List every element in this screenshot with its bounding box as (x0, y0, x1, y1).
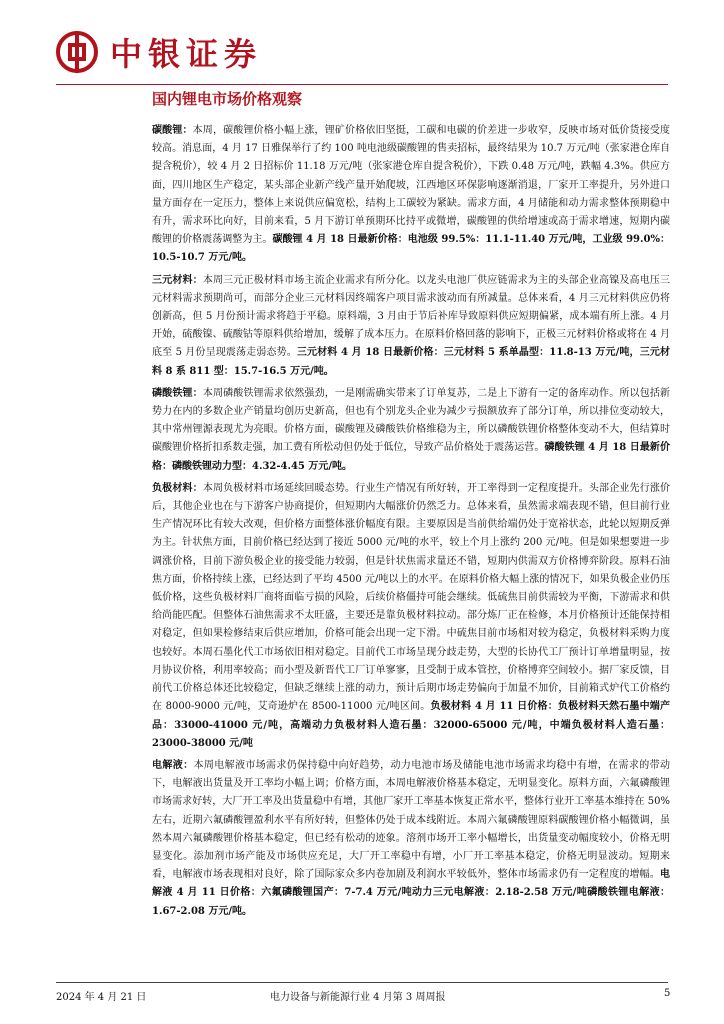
footer-report-title: 电力设备与新能源行业 4 月第 3 周周报 (270, 992, 446, 1003)
paragraph-lead: 三元材料： (152, 274, 203, 286)
brand-logo (56, 30, 262, 74)
price-highlight: 碳酸锂 4 月 18 日最新价格：电池级 99.5%：11.1-11.40 万元/吨，工业级 99.0%：10.5-10.7 万元/吨。 (152, 234, 670, 264)
paragraph-lead: 负极材料： (152, 482, 203, 494)
page-number: 5 (664, 988, 671, 999)
footer-date: 2024 年 4 月 21 日 (56, 992, 147, 1003)
paragraph-ternary-materials (152, 272, 670, 381)
paragraph-body: 本周电解液市场需求仍保持稳中向好趋势，动力电池市场及储能电池市场需求均稳中有增，在需求的带动下，电解液出货量及开工率均小幅上调；价格方面，本周电解液价格基本稳定，无明显变化。原料方面，六氟磷酸锂市场需求好转，大厂开工率及出货量稳中有增，其他厂家开工率基本恢复正常水平，整体行业开工率基本维持在 50%左右，近期六氟磷酸锂盈利水平有所好转，但整体仍处于成本线附近。本周六氟磷酸锂原料碳酸锂价格小幅微调，虽然本周六氟磷酸锂价格基本稳定，但已经有松动的迹象。溶剂市场开工率小幅增长，出货量变动幅度较小，价格无明显变化。添加剂市场产能及市场供应充足，大厂开工率稳中有增，小厂开工率基本稳定，价格无明显波动。短期来看，电解液市场表现相对良好，除了国际家众多内卷加剧及利润水平较低外，整体市场需求仍有一定程度的增幅。 (152, 759, 671, 881)
paragraph-lfp (152, 385, 670, 476)
footer-divider (56, 982, 668, 983)
price-highlight: 负极材料 4 月 11 日价格：负极材料天然石墨中端产品：33000-41000 元/吨，高端动力负极材料人造石墨：32000-65000 元/吨，中端负极材料人造石墨：23000-38000 元/吨 (152, 701, 670, 749)
price-highlight: 磷酸铁锂 4 月 18 日最新价格：磷酸铁锂动力型：4.32-4.45 万元/吨。 (152, 442, 670, 472)
report-body (152, 122, 670, 925)
paragraph-body: 本周，碳酸锂价格小幅上涨，锂矿价格依旧坚挺，工碳和电碳的价差进一步收窄，反映市场对低价货接受度较高。消息面，4 月 17 日雅保举行了约 100 吨电池级碳酸锂的售卖招标，最终结果为 10.7 万元/吨（张家港仓库自提含税价），较 4 月 2 日招标价 11.18 万元/吨（张家港仓库自提含税价），下跌 0.48 万元/吨，跌幅 4.3%。供应方面，四川地区生产稳定，某头部企业新产线产量开始爬坡，江西地区环保影响逐渐消退，厂家开工率提升，另外进口量方面存在一定压力，整体上来说供应偏宽松，结构上工碳较为紧缺。需求方面，4 月储能和动力需求整体预期稳中有升，需求环比向好，目前来看，5 月下游订单预期环比持平或微增，碳酸锂的供给增速或高于需求增速，短期内碳酸锂的价格震荡调整为主。 (152, 125, 670, 246)
paragraph-body: 本周三元正极材料市场主流企业需求有所分化。以龙头电池厂供应链需求为主的头部企业高镍及高电压三元材料需求预期尚可，而部分企业三元材料因终端客户项目需求波动而有所减量。总体来看，4 月三元材料供应仍将创新高，但 5 月份预计需求将趋于平稳。原料端，3 月由于节后补库导致原料供应短期偏紧，成本端有所上涨。4 月开始，硫酸镍、硫酸钴等原料供给增加，缓解了成本压力。在原料价格回落的影响下，正极三元材料价格或将在 4 月底至 5 月份呈现震荡走弱态势。 (152, 274, 671, 359)
paragraph-lithium-carbonate (152, 122, 670, 268)
bank-logo-icon (56, 31, 98, 73)
price-highlight: 电解液 4 月 11 日价格：六氟磷酸锂国产：7-7.4 万元/吨动力三元电解液：2.18-2.58 万元/吨磷酸铁锂电解液：1.67-2.08 万元/吨。 (152, 869, 670, 917)
paragraph-lead: 碳酸锂： (152, 125, 193, 136)
paragraph-lead: 电解液： (152, 759, 194, 771)
paragraph-electrolyte (152, 757, 670, 921)
brand-name: 中银证券 (110, 35, 263, 73)
paragraph-body: 本周负极材料市场延续回暖态势。行业生产情况有所好转，开工率得到一定程度提升。头部企业先行涨价后，其他企业也在与下游客户协商提价，但短期内大幅涨价仍然乏力。总体来看，虽然需求端表现不错，但目前行业生产情况环比有较大改观，但价格方面整体涨价幅度有限。主要原因是当前供给端仍处于宽裕状态，此轮以短期反弹为主。针状焦方面，目前价格已经达到了接近 5000 元/吨的水平，较上个月上涨约 200 元/吨。但是如果想要进一步调涨价格，目前下游负极企业的接受能力较弱，但是针状焦需求量还不错，短期内供需双方价格博弈阶段。原料石油焦方面，价格持续上涨，已经达到了平均 4500 元/吨以上的水平。在原料价格大幅上涨的情况下，如果负极企业仍压低价格，这些负极材料厂商将面临亏损的风险，后续价格僵持可能会继续。低硫焦目前供需较为平衡，下游需求和供给尚能匹配。但整体石油焦需求不太旺盛，主要还是靠负极材料拉动。部分炼厂正在检修，本月价格预计还能保持相对稳定，但如果检修结束后供应增加，价格可能会出现一定下滑。中硫焦目前市场相对较为稳定，负极材料采购力度也较好。本周石墨化代工市场依旧相对稳定。目前代工市场呈现分歧走势，大型的长协代工厂预计订单增量明显，按月协议价格，利用率较高；而小型及新晋代工厂订单寥寥，且受制于成本管控，价格博弈空间较小。据厂家反馈，目前代工价格总体还比较稳定，但缺乏继续上涨的动力，预计后期市场走势偏向于加量不加价，目前箱式炉代工价格约在 8000-9000 元/吨，艾奇逊炉在 8500-11000 元/吨区间。 (152, 482, 671, 713)
paragraph-body: 本周磷酸铁锂需求依然强劲，一是刚需确实带来了订单复苏，二是上下游有一定的备库动作。所以包括新势力在内的多数企业产销量均创历史新高，但也有个别龙头企业为减少亏损额放弃了部分订单，所以排位变动较大，其中常州锂源表现尤为亮眼。价格方面，碳酸锂及磷酸铁价格维稳为主，所以磷酸铁锂价格整体变动不大，但结算时碳酸锂价格折扣系数走强，加工费有所松动但仍处于低位，导致产品价格处于震荡运营。 (152, 387, 671, 454)
section-title: 国内锂电市场价格观察 (152, 90, 303, 108)
paragraph-anode (152, 480, 670, 753)
header-divider (56, 84, 668, 85)
paragraph-lead: 磷酸铁锂： (152, 387, 203, 399)
price-highlight: 三元材料 4 月 18 日最新价格：三元材料 5 系单晶型：11.8-13 万元/吨，三元材料 8 系 811 型：15.7-16.5 万元/吨。 (152, 347, 670, 377)
